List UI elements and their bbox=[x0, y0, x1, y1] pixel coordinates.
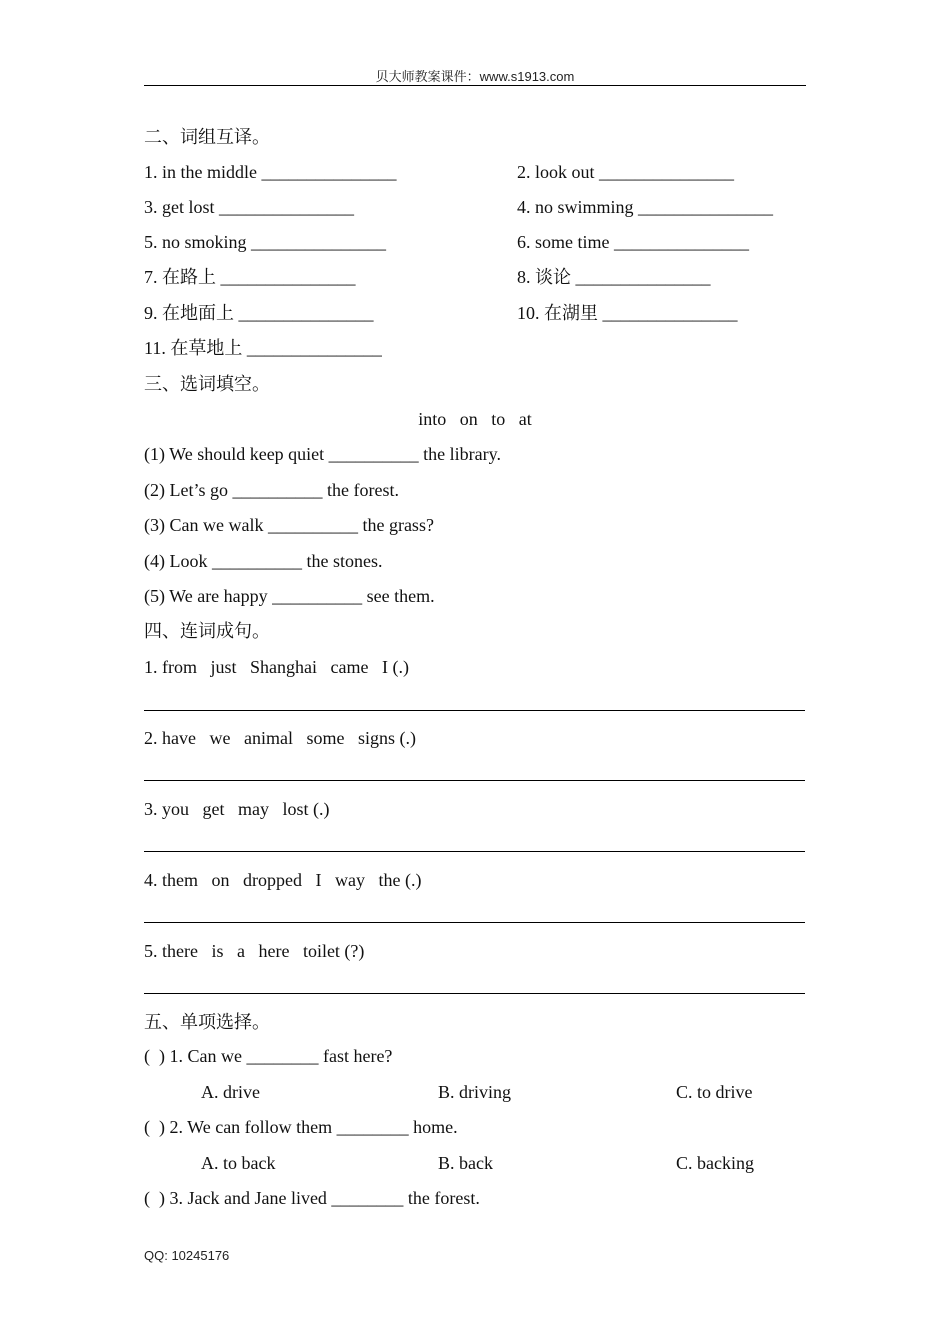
translate-item-3: 3. get lost _______________ bbox=[144, 197, 354, 217]
mc-question-3: ( ) 3. Jack and Jane lived ________ the forest. bbox=[144, 1188, 480, 1208]
answer-line-3 bbox=[144, 851, 805, 852]
fill-item-2: (2) Let’s go __________ the forest. bbox=[144, 480, 399, 500]
mc-question-2: ( ) 2. We can follow them ________ home. bbox=[144, 1117, 458, 1137]
translate-item-4: 4. no swimming _______________ bbox=[517, 197, 774, 217]
fill-item-4: (4) Look __________ the stones. bbox=[144, 551, 383, 571]
page-footer: QQ: 10245176 bbox=[144, 1248, 230, 1263]
mc-q2-option-a: A. to back bbox=[201, 1153, 276, 1173]
answer-line-1 bbox=[144, 710, 805, 711]
translate-item-1: 1. in the middle _______________ bbox=[144, 162, 397, 182]
translate-item-2: 2. look out _______________ bbox=[517, 162, 735, 182]
translate-item-9: 9. 在地面上 _______________ bbox=[144, 303, 374, 323]
mc-q1-option-c: C. to drive bbox=[676, 1082, 753, 1102]
answer-line-2 bbox=[144, 780, 805, 781]
reorder-item-5: 5. there is a here toilet (?) bbox=[144, 941, 365, 961]
translate-item-6: 6. some time _______________ bbox=[517, 232, 749, 252]
reorder-item-4: 4. them on dropped I way the (.) bbox=[144, 870, 422, 890]
section-4-title: 四、连词成句。 bbox=[144, 621, 270, 641]
reorder-item-3: 3. you get may lost (.) bbox=[144, 799, 330, 819]
header-divider bbox=[144, 85, 806, 86]
section-5-title: 五、单项选择。 bbox=[144, 1012, 270, 1032]
fill-item-3: (3) Can we walk __________ the grass? bbox=[144, 515, 434, 535]
translate-item-8: 8. 谈论 _______________ bbox=[517, 267, 711, 287]
mc-q1-option-a: A. drive bbox=[201, 1082, 260, 1102]
mc-q1-option-b: B. driving bbox=[438, 1082, 512, 1102]
fill-item-5: (5) We are happy __________ see them. bbox=[144, 586, 435, 606]
mc-q2-option-c: C. backing bbox=[676, 1153, 754, 1173]
word-bank: into on to at bbox=[418, 409, 532, 429]
answer-line-5 bbox=[144, 993, 805, 994]
translate-item-7: 7. 在路上 _______________ bbox=[144, 267, 356, 287]
page-header: 贝大师教案课件：www.s1913.com bbox=[375, 69, 575, 84]
answer-line-4 bbox=[144, 922, 805, 923]
mc-question-1: ( ) 1. Can we ________ fast here? bbox=[144, 1046, 393, 1066]
section-3-title: 三、选词填空。 bbox=[144, 374, 270, 394]
fill-item-1: (1) We should keep quiet __________ the library. bbox=[144, 444, 501, 464]
translate-item-5: 5. no smoking _______________ bbox=[144, 232, 387, 252]
reorder-item-2: 2. have we animal some signs (.) bbox=[144, 728, 416, 748]
mc-q2-option-b: B. back bbox=[438, 1153, 493, 1173]
section-2-title: 二、词组互译。 bbox=[144, 127, 270, 147]
translate-item-11: 11. 在草地上 _______________ bbox=[144, 338, 382, 358]
reorder-item-1: 1. from just Shanghai came I (.) bbox=[144, 657, 409, 677]
translate-item-10: 10. 在湖里 _______________ bbox=[517, 303, 738, 323]
